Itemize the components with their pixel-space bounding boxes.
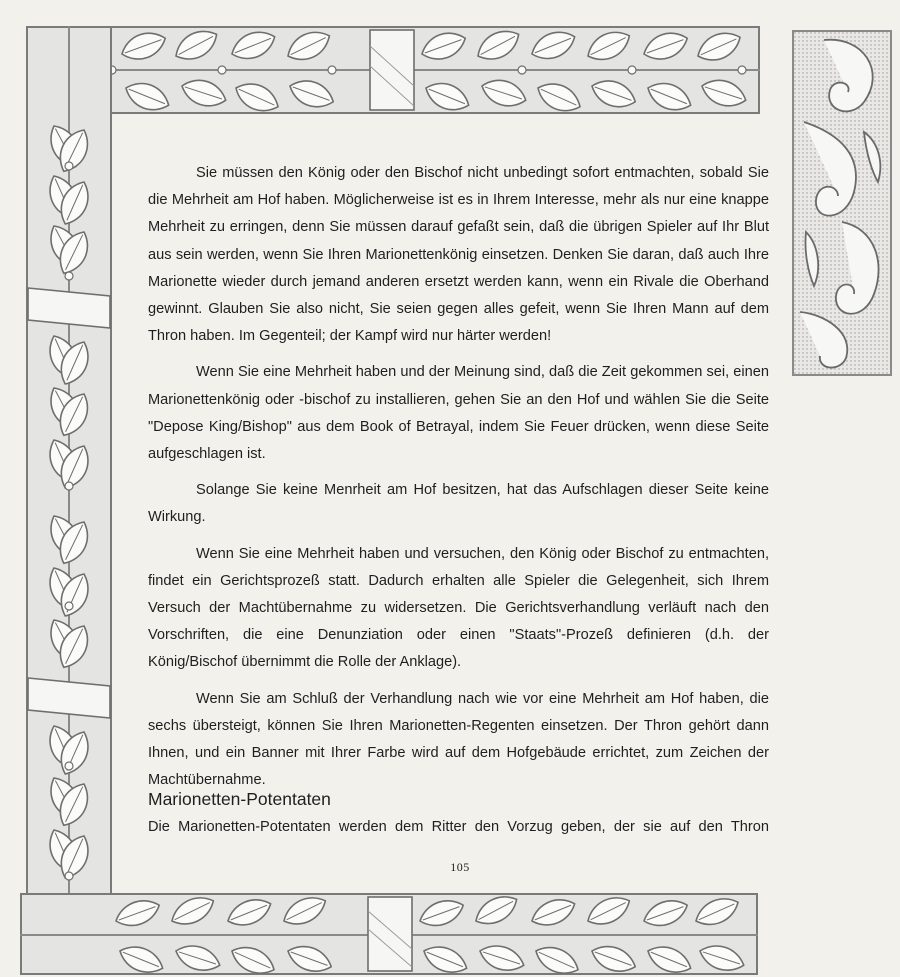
paragraph: Wenn Sie eine Mehrheit haben und versuchen, den König oder Bischof zu entmachten, findet ein Gerichtsprozeß statt. Dadurch erhalten alle Spieler die Gelegenheit, sich Ihrem Versuch der Machtübernahme zu widersetzen. Die Gerichtsverhandlung verläuft nach den Vorschriften, die eine Denunziation oder einen "Staats"-Prozeß definieren (d.h. der König/Bischof übernimmt die Rolle der Anklage).	[148, 545, 769, 671]
page-number: 105	[450, 860, 470, 874]
laurel-border-left-icon	[26, 26, 112, 966]
paragraph: Wenn Sie am Schluß der Verhandlung nach wie vor eine Mehrheit am Hof haben, die sechs übersteigt, können Sie Ihren Marionetten-Regenten einsetzen. Der Thron gehört dann Ihnen, und ein Banner mit Ihrer Farbe wird auf dem Hofgebäude errichtet, zum Zeichen der Machtübernahme.	[148, 690, 769, 789]
laurel-border-top-icon	[26, 26, 760, 114]
paragraph: Solange Sie keine Menrheit am Hof besitzen, hat das Aufschlagen dieser Seite keine Wirkung.	[148, 482, 769, 526]
section-heading: Marionetten-Potentaten	[148, 789, 331, 809]
acanthus-ornament-icon	[792, 30, 892, 376]
section-first-line: Die Marionetten-Potentaten werden dem Ritter den Vorzug geben, der sie auf den Thron	[148, 819, 769, 835]
laurel-border-bottom-icon	[20, 893, 758, 975]
paragraph: Wenn Sie eine Mehrheit haben und der Meinung sind, daß die Zeit gekommen sei, einen Marionettenkönig oder -bischof zu installieren, gehen Sie an den Hof und wählen Sie die Seite "Depose King/Bishop" aus dem Book of Betrayal, indem Sie Feuer drücken, wenn diese Seite aufgeschlagen ist.	[148, 364, 769, 463]
paragraph: Sie müssen den König oder den Bischof nicht unbedingt sofort entmachten, sobald Sie die Mehrheit am Hof haben. Möglicherweise ist es in Ihrem Interesse, mehr als nur eine knappe Mehrheit zu erringen, denn Sie müssen darauf gefaßt sein, daß die übrigen Spieler auf Ihr Blut aus sein werden, wenn Sie Ihren Marionettenkönig einsetzen. Denken Sie daran, daß auch Ihre Marionette wieder durch jemand anderen ersetzt werden kann, wenn ein Rivale die Oberhand gewinnt. Glauben Sie also nicht, Sie seien gegen alles gefeit, wenn Sie Ihren Mann auf dem Thron haben. Im Gegenteil; der Kampf wird nur härter werden!	[148, 165, 769, 345]
body-text	[148, 160, 769, 803]
